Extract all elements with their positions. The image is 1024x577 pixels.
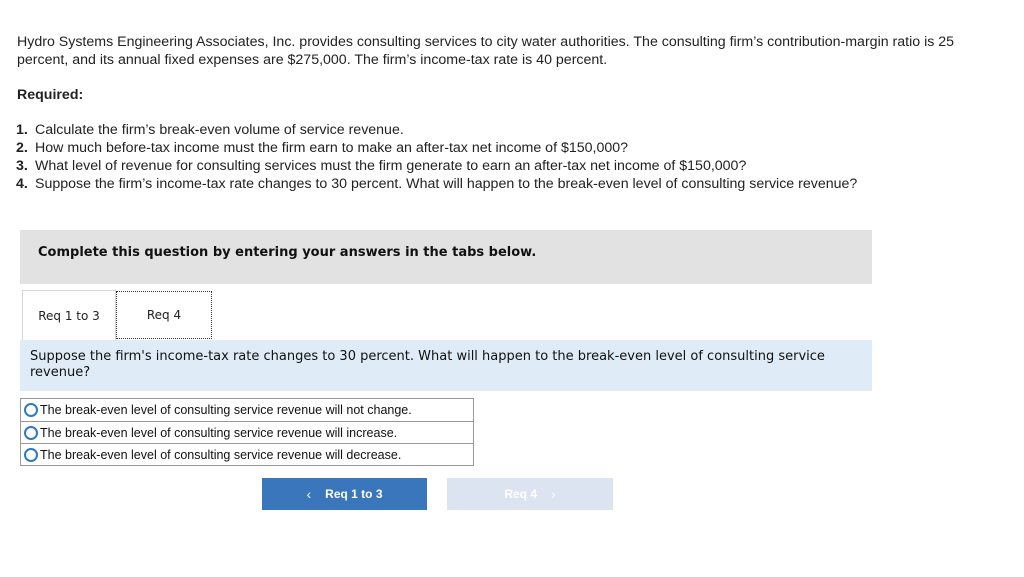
prev-req-button[interactable] <box>262 478 427 510</box>
option-label: The break-even level of consulting service revenue will not change. <box>40 403 412 417</box>
answer-options <box>20 398 474 466</box>
requirement-number: 3. <box>16 158 28 174</box>
radio-button[interactable] <box>24 403 38 417</box>
next-req-label: Req 4 <box>504 487 537 501</box>
instruction-text: Complete this question by entering your answers in the tabs below. <box>38 245 537 260</box>
requirement-number: 2. <box>16 140 28 156</box>
option-not-change[interactable] <box>21 399 473 421</box>
requirements-list <box>16 121 857 193</box>
option-label: The break-even level of consulting service revenue will decrease. <box>40 447 402 462</box>
problem-statement: Hydro Systems Engineering Associates, Inc. provides consulting services to city water authorities. The consulting firm’s contribution-margin ratio is 25 percent, and its annual fixed expenses are $275,000. The firm’s income-tax rate is 40 percent. <box>17 34 955 68</box>
option-increase[interactable] <box>21 421 473 443</box>
requirement-item <box>16 139 857 157</box>
prev-req-label: Req 1 to 3 <box>325 487 383 501</box>
requirement-text: Calculate the firm’s break-even volume of service revenue. <box>35 122 404 138</box>
option-label: The break-even level of consulting service revenue will increase. <box>40 425 398 440</box>
next-req-button <box>447 478 613 510</box>
requirement-number: 4. <box>16 176 28 192</box>
radio-button[interactable] <box>24 426 38 440</box>
tab-req-1-to-3[interactable]: Req 1 to 3 <box>22 290 116 340</box>
requirement-text: What level of revenue for consulting services must the firm generate to earn an after-tax net income of $150,000? <box>35 158 747 174</box>
option-decrease[interactable] <box>21 443 473 465</box>
requirement-text: How much before-tax income must the firm earn to make an after-tax net income of $150,000? <box>35 140 629 156</box>
required-heading: Required: <box>17 87 84 103</box>
chevron-left-icon: ‹ <box>306 486 312 502</box>
requirement-item <box>16 121 857 139</box>
requirement-text: Suppose the firm’s income-tax rate changes to 30 percent. What will happen to the break-even level of consulting service revenue? <box>35 176 858 192</box>
chevron-right-icon: › <box>551 486 556 502</box>
instruction-banner <box>20 230 872 284</box>
requirement-item <box>16 157 857 175</box>
requirement-item <box>16 175 857 193</box>
question-prompt: Suppose the firm's income-tax rate changes to 30 percent. What will happen to the break-even level of consulting service revenue? <box>20 340 872 391</box>
tab-req-4[interactable]: Req 4 <box>116 291 212 339</box>
requirement-number: 1. <box>16 122 28 138</box>
radio-button[interactable] <box>24 448 38 462</box>
